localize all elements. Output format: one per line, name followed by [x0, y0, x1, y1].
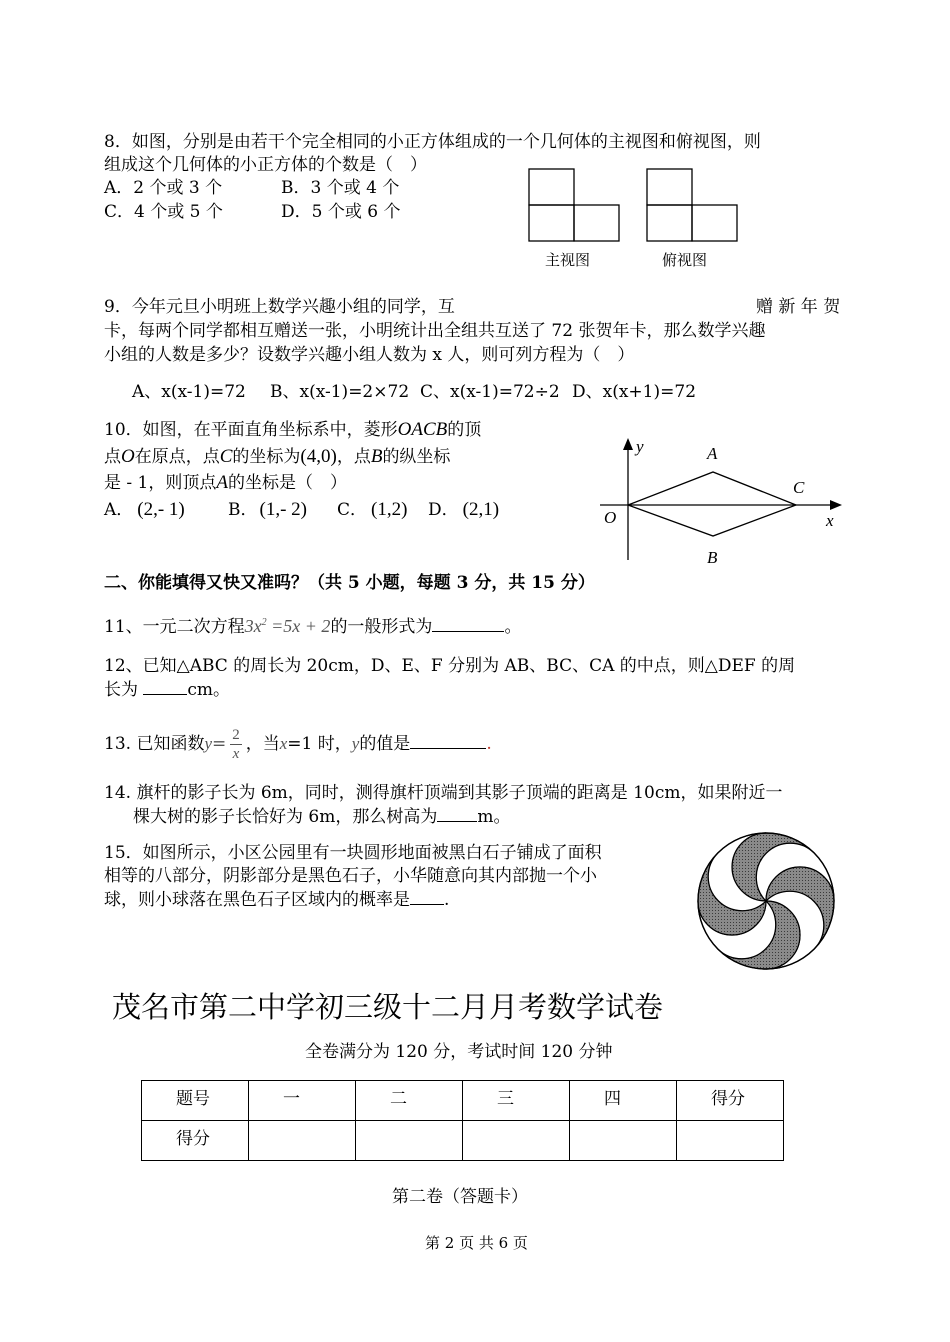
q11-answer-blank[interactable] [432, 631, 504, 632]
front-view-top-square [529, 169, 574, 205]
q8-line2: 组成这个几何体的小正方体的个数是（ ） [104, 155, 427, 175]
score-table-cell: 题号 [142, 1081, 249, 1121]
section-2-heading: 二、你能填得又快又准吗？（共 5 小题，每题 3 分，共 15 分） [104, 573, 595, 593]
page-footer: 第 2 页 共 6 页 [425, 1234, 528, 1252]
vertex-c-label: C [793, 478, 805, 497]
answer-sheet-label: 第二卷（答题卡） [392, 1187, 528, 1207]
q15-line2: 相等的八部分，阴影部分是黑色石子，小华随意向其内部抛一个小 [104, 866, 597, 886]
q9-option-c: C、x(x-1)=72÷2 [420, 382, 560, 402]
score-table-cell: 三 [463, 1081, 570, 1121]
q9-line2: 卡，每两个同学都相互赠送一张，小明统计出全组共互送了 72 张贺年卡，那么数学兴趣 [104, 321, 766, 341]
exam-subtitle: 全卷满分为 120 分，考试时间 120 分钟 [305, 1042, 613, 1062]
q10-option-a: A． (2,- 1) [104, 499, 185, 520]
q9-line1-end: 赠 新 年 贺 [756, 297, 841, 317]
q8-option-b: B．3 个或 4 个 [281, 178, 400, 198]
q10-option-c: C． (1,2) [337, 499, 408, 520]
score-input-cell[interactable] [570, 1121, 677, 1161]
front-view-caption: 主视图 [545, 251, 591, 269]
score-table-header-row [142, 1081, 784, 1121]
front-view-bottom-left-square [529, 205, 574, 241]
q9-line1-start: 9．今年元旦小明班上数学兴趣小组的同学，互 [104, 297, 455, 317]
score-table-cell: 得分 [677, 1081, 784, 1121]
q14-answer-blank[interactable] [437, 821, 477, 822]
top-view-top-square [647, 169, 692, 205]
score-table [141, 1080, 784, 1161]
rhombus-oacb [628, 472, 796, 536]
q8-option-d: D．5 个或 6 个 [281, 202, 401, 222]
q10-option-b: B． (1,- 2) [228, 499, 307, 520]
q9-option-a: A、x(x-1)=72 [132, 382, 246, 402]
score-input-cell[interactable] [356, 1121, 463, 1161]
q12-line2: 长为 cm。 [104, 680, 231, 700]
top-view-bottom-right-square [692, 205, 737, 241]
q10-line2: 点O在原点，点C的坐标为(4,0)，点B的纵坐标 [104, 446, 451, 467]
q15-line1: 15．如图所示，小区公园里有一块圆形地面被黑白石子铺成了面积 [104, 843, 602, 863]
score-input-cell[interactable] [249, 1121, 356, 1161]
q12-answer-blank[interactable] [143, 694, 187, 695]
q13-line: 13. 已知函数y= $\frac{2}{x}$ ，当x=1 时，y的值是 . [104, 727, 492, 762]
score-table-cell: 一 [249, 1081, 356, 1121]
q11-line: 11、一元二次方程$3x^2 =5x + 2$的一般形式为 。 [104, 616, 522, 637]
q14-line2: 棵大树的影子长恰好为 6m，那么树高为 m。 [133, 807, 511, 827]
origin-label: O [604, 508, 617, 527]
q10-option-d: D． (2,1) [428, 499, 500, 520]
top-view-bottom-left-square [647, 205, 692, 241]
q8-views-figure [520, 160, 760, 250]
x-axis-label: x [826, 511, 834, 530]
y-axis-arrow [623, 438, 633, 450]
q9-option-d: D、x(x+1)=72 [572, 382, 697, 402]
vertex-b-label: B [707, 548, 718, 564]
q11-equation: $3x^2 =5x + 2$ [244, 616, 331, 636]
x-axis-arrow [830, 500, 842, 510]
q15-line3: 球，则小球落在黑色石子区域内的概率是 . [104, 890, 450, 910]
top-view-caption: 俯视图 [662, 251, 708, 269]
score-table-cell: 二 [356, 1081, 463, 1121]
q14-line1: 14. 旗杆的影子长为 6m，同时，测得旗杆顶端到其影子顶端的距离是 10cm，如果附近一 [104, 783, 783, 803]
exam-title: 茂名市第二中学初三级十二月月考数学试卷 [112, 990, 664, 1024]
score-table-cell: 四 [570, 1081, 677, 1121]
score-input-cell[interactable] [677, 1121, 784, 1161]
q13-answer-blank[interactable] [410, 748, 486, 749]
q10-rhombus-graph [592, 432, 852, 564]
q10-line3: 是 - 1，则顶点A的坐标是（ ） [104, 472, 347, 493]
q8-line1: 8．如图，分别是由若干个完全相同的小正方体组成的一个几何体的主视图和俯视图，则 [104, 132, 761, 152]
rhombus-name: OACB [397, 419, 448, 440]
q15-answer-blank[interactable] [410, 904, 444, 905]
q9-option-b: B、x(x-1)=2×72 [270, 382, 410, 402]
q8-option-c: C．4 个或 5 个 [104, 202, 223, 222]
q13-fraction: $\frac{2}{x}$ [232, 727, 240, 762]
score-table-cell: 得分 [142, 1121, 249, 1161]
score-table-score-row [142, 1121, 784, 1161]
q15-pinwheel-figure [695, 828, 837, 974]
y-axis-label: y [636, 437, 644, 456]
score-input-cell[interactable] [463, 1121, 570, 1161]
q8-option-a: A．2 个或 3 个 [104, 178, 223, 198]
front-view-bottom-right-square [574, 205, 619, 241]
q9-line3: 小组的人数是多少？设数学兴趣小组人数为 x 人，则可列方程为（ ） [104, 345, 635, 365]
q10-line1: 10．如图，在平面直角坐标系中，菱形OACB的顶 [104, 419, 482, 440]
q12-line1: 12、已知△ABC 的周长为 20cm，D、E、F 分别为 AB、BC、CA 的中点，则△DEF 的周 [104, 656, 796, 676]
vertex-a-label: A [707, 444, 718, 463]
